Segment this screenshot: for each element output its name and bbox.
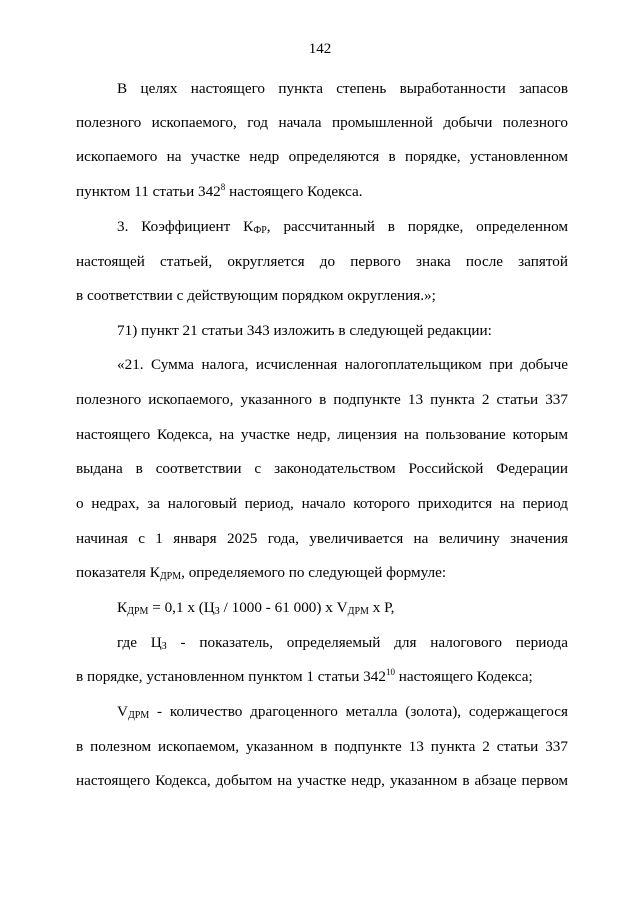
text-run: V bbox=[117, 703, 128, 720]
subscript: ДРМ bbox=[127, 606, 149, 617]
paragraph-line: начиная с 1 января 2025 года, увеличивается на величину значения bbox=[76, 530, 568, 547]
text-run: , определяемого по следующей формуле: bbox=[181, 564, 447, 581]
paragraph-line: В целях настоящего пункта степень выработанности запасов bbox=[117, 80, 568, 97]
paragraph-line: полезного ископаемого, год начала промышленной добычи полезного bbox=[76, 114, 568, 131]
paragraph-line: выдана в соответствии с законодательством Российской Федерации bbox=[76, 460, 568, 477]
formula-symbol: К bbox=[117, 599, 128, 616]
text-run: показателя К bbox=[76, 564, 160, 581]
paragraph-line: ископаемого на участке недр определяются в порядке, установленном bbox=[76, 148, 568, 165]
formula-text: / 1000 - 61 000) х V bbox=[219, 599, 348, 616]
subscript: ФР bbox=[253, 225, 267, 236]
formula-text: х Р, bbox=[368, 599, 395, 616]
superscript: 10 bbox=[385, 667, 395, 677]
text-run: где Ц bbox=[117, 634, 162, 651]
paragraph-line: настоящего Кодекса, на участке недр, лицензия на пользование которым bbox=[76, 426, 568, 443]
subscript: ДРМ bbox=[127, 710, 150, 721]
paragraph-line bbox=[76, 667, 568, 687]
paragraph-line bbox=[76, 182, 568, 202]
paragraph-line: в соответствии с действующим порядком округления.»; bbox=[76, 287, 436, 304]
paragraph-line bbox=[117, 702, 568, 722]
paragraph-line bbox=[117, 633, 568, 653]
text-run: в порядке, установленном пунктом 1 статьи 342 bbox=[76, 668, 386, 685]
formula-text: = 0,1 х (Ц bbox=[148, 599, 215, 616]
text-run: пунктом 11 статьи 342 bbox=[76, 183, 221, 200]
text-run: настоящего Кодекса. bbox=[225, 183, 363, 200]
paragraph-line: настоящей статьей, округляется до первого знака после запятой bbox=[76, 253, 568, 270]
page-number: 142 bbox=[308, 41, 332, 57]
subscript: З bbox=[214, 606, 220, 617]
text-run: настоящего Кодекса; bbox=[394, 668, 533, 685]
paragraph-line bbox=[117, 217, 568, 237]
superscript: 8 bbox=[220, 182, 226, 192]
subscript: ДРМ bbox=[159, 571, 182, 582]
text-run: 3. Коэффициент К bbox=[117, 218, 254, 235]
text-run: , рассчитанный в порядке, определенном bbox=[266, 218, 568, 235]
text-run: - количество драгоценного металла (золота), содержащегося bbox=[149, 703, 568, 720]
paragraph-line: 71) пункт 21 статьи 343 изложить в следующей редакции: bbox=[117, 322, 492, 339]
paragraph-line: настоящего Кодекса, добытом на участке недр, указанном в абзаце первом bbox=[76, 772, 568, 789]
paragraph-line: полезного ископаемого, указанного в подпункте 13 пункта 2 статьи 337 bbox=[76, 391, 568, 408]
paragraph-line bbox=[76, 563, 568, 583]
subscript: ДРМ bbox=[347, 606, 369, 617]
subscript: З bbox=[161, 641, 167, 652]
paragraph-line: в полезном ископаемом, указанном в подпункте 13 пункта 2 статьи 337 bbox=[76, 738, 568, 755]
paragraph-line: «21. Сумма налога, исчисленная налогоплательщиком при добыче bbox=[117, 356, 568, 373]
paragraph-line: о недрах, за налоговый период, начало которого приходится на период bbox=[76, 495, 568, 512]
text-run: - показатель, определяемый для налогового периода bbox=[166, 634, 568, 651]
formula bbox=[117, 598, 568, 618]
